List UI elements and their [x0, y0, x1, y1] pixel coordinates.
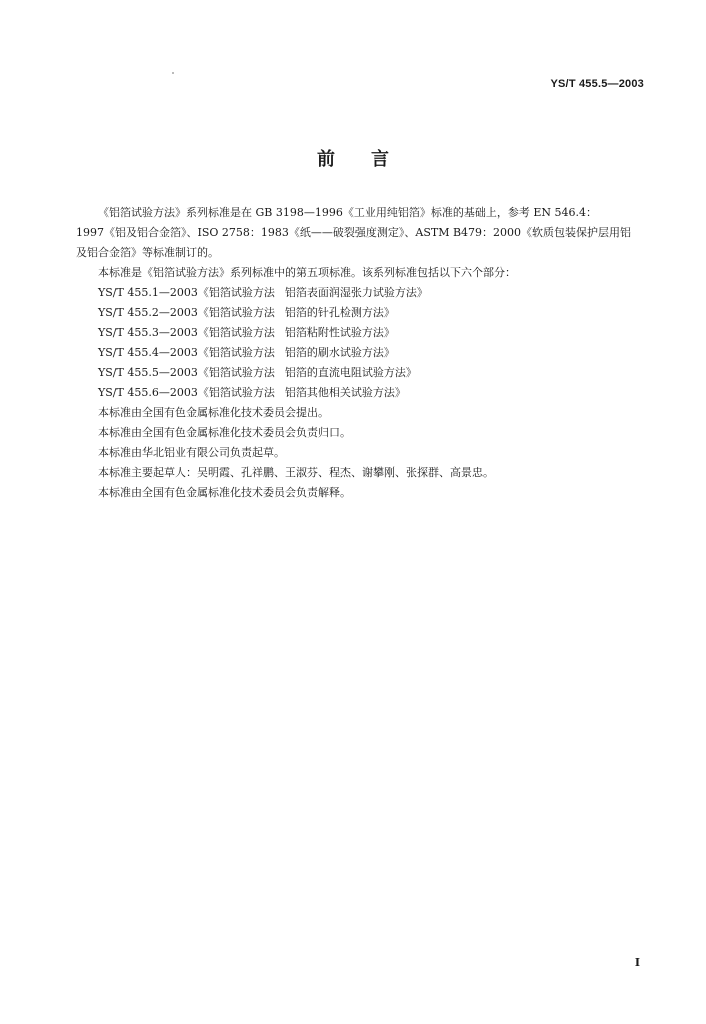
part-item — [98, 283, 653, 303]
standard-code: YS/T 455.5—2003 — [550, 78, 644, 90]
proposer-statement: 本标准由全国有色金属标准化技术委员会提出。 — [98, 406, 329, 419]
page-title: 前言 — [317, 149, 425, 170]
foreword-body — [76, 203, 653, 503]
parts-list — [98, 283, 653, 403]
part-item — [98, 323, 653, 343]
drafters-list: 本标准主要起草人：吴明霞、孔祥鹏、王淑芬、程杰、谢攀刚、张探群、高景忠。 — [98, 466, 494, 479]
part-item — [98, 363, 653, 383]
part-code: YS/T 455.1—2003《铝箔试验方法 — [98, 286, 275, 299]
part-name: 铝箔其他相关试验方法》 — [284, 386, 406, 399]
drafter-statement: 本标准由华北铝业有限公司负责起草。 — [98, 446, 285, 459]
paragraph-1 — [76, 203, 653, 263]
administrator-statement: 本标准由全国有色金属标准化技术委员会负责归口。 — [98, 426, 351, 439]
part-name: 铝箔的针孔检测方法》 — [284, 306, 395, 319]
part-code: YS/T 455.2—2003《铝箔试验方法 — [98, 306, 275, 319]
scan-speck — [172, 72, 174, 74]
part-item — [98, 343, 653, 363]
paragraph-1-line-1: 《铝箔试验方法》系列标准是在 GB 3198—1996《工业用纯铝箔》标准的基础上，参考 EN 546.4： — [98, 206, 597, 219]
closing-statements — [98, 403, 653, 503]
part-code: YS/T 455.3—2003《铝箔试验方法 — [98, 326, 275, 339]
part-code: YS/T 455.5—2003《铝箔试验方法 — [98, 366, 275, 379]
page-number: I — [634, 956, 640, 969]
paragraph-1-line-3: 及铝合金箔》等标准制订的。 — [76, 246, 219, 259]
part-code: YS/T 455.6—2003《铝箔试验方法 — [98, 386, 275, 399]
paragraph-2 — [98, 263, 653, 283]
part-name: 铝箔的直流电阻试验方法》 — [284, 366, 417, 379]
part-item — [98, 383, 653, 403]
paragraph-1-line-2: 1997《铝及铝合金箔》、ISO 2758：1983《纸——破裂强度测定》、ASTM B479：2000《软质包装保护层用铝 — [76, 226, 632, 239]
part-item — [98, 303, 653, 323]
interpretation-statement: 本标准由全国有色金属标准化技术委员会负责解释。 — [98, 486, 351, 499]
paragraph-2-text: 本标准是《铝箔试验方法》系列标准中的第五项标准。该系列标准包括以下六个部分： — [98, 266, 516, 279]
part-name: 铝箔粘附性试验方法》 — [284, 326, 395, 339]
part-name: 铝箔表面润湿张力试验方法》 — [284, 286, 428, 299]
part-code: YS/T 455.4—2003《铝箔试验方法 — [98, 346, 275, 359]
part-name: 铝箔的刷水试验方法》 — [284, 346, 395, 359]
